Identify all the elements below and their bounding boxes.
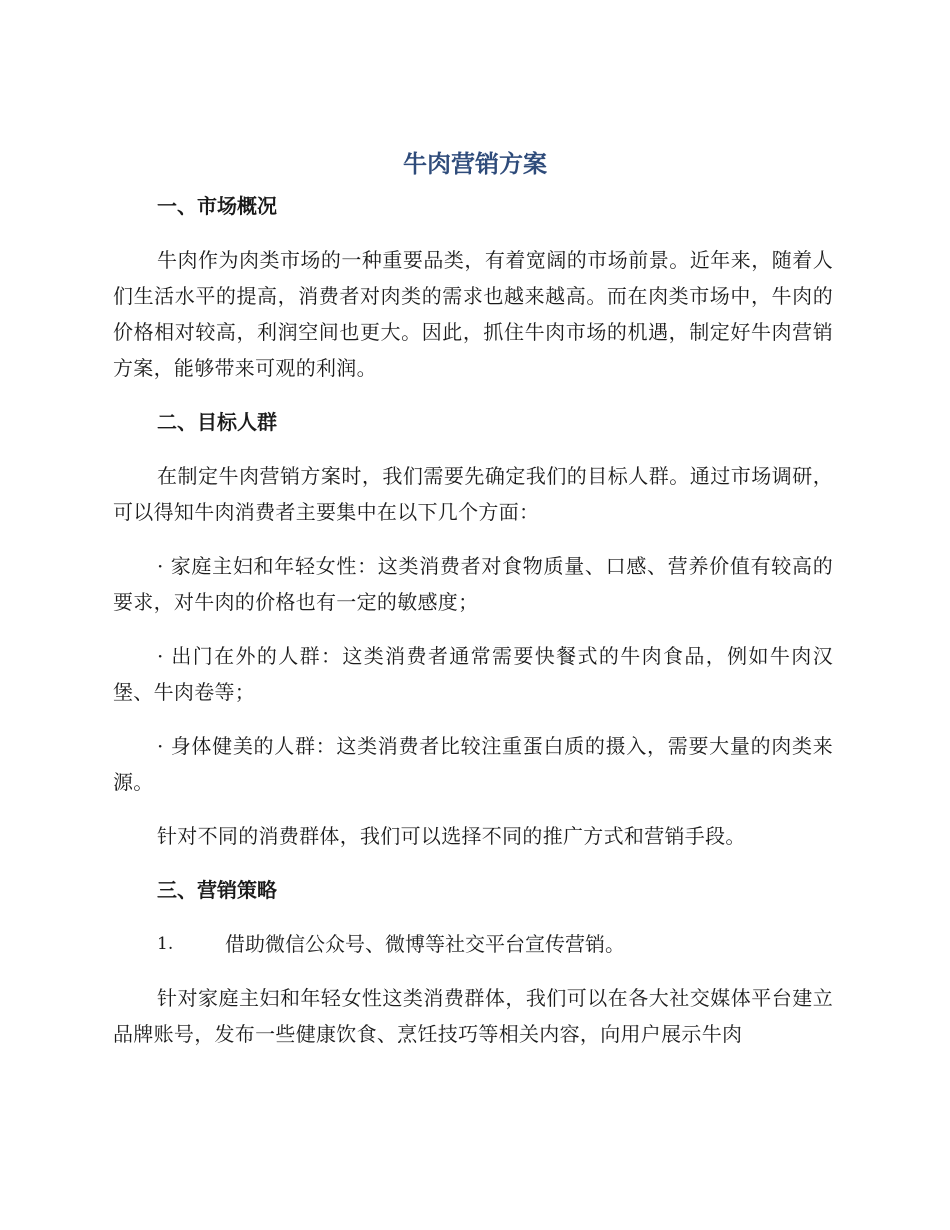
numbered-item-text: 借助微信公众号、微博等社交平台宣传营销。 — [225, 932, 625, 956]
paragraph-target-intro: 在制定牛肉营销方案时，我们需要先确定我们的目标人群。通过市场调研，可以得知牛肉消费者主要集中在以下几个方面： — [113, 464, 833, 524]
paragraph-target-outro: 针对不同的消费群体，我们可以选择不同的推广方式和营销手段。 — [157, 824, 746, 848]
numbered-item-social-media — [113, 926, 833, 962]
section-heading-target: 二、目标人群 — [157, 410, 277, 434]
paragraph-strategy-social: 针对家庭主妇和年轻女性这类消费群体，我们可以在各大社交媒体平台建立品牌账号，发布一些健康饮食、烹饪技巧等相关内容，向用户展示牛肉 — [113, 986, 833, 1046]
bullet-item-fitness: · 身体健美的人群：这类消费者比较注重蛋白质的摄入，需要大量的肉类来源。 — [113, 734, 833, 794]
document-body — [113, 188, 833, 1052]
list-number: 1. — [157, 934, 174, 954]
bullet-item-housewives: · 家庭主妇和年轻女性：这类消费者对食物质量、口感、营养价值有较高的要求，对牛肉的价格也有一定的敏感度； — [113, 554, 833, 614]
paragraph-market-overview: 牛肉作为肉类市场的一种重要品类，有着宽阔的市场前景。近年来，随着人们生活水平的提高，消费者对肉类的需求也越来越高。而在肉类市场中，牛肉的价格相对较高，利润空间也更大。因此，抓住牛肉市场的机遇，制定好牛肉营销方案，能够带来可观的利润。 — [113, 248, 833, 380]
section-heading-strategy: 三、营销策略 — [157, 878, 277, 902]
section-heading-market: 一、市场概况 — [157, 194, 277, 218]
bullet-item-travelers: · 出门在外的人群：这类消费者通常需要快餐式的牛肉食品，例如牛肉汉堡、牛肉卷等； — [113, 644, 833, 704]
document-title: 牛肉营销方案 — [403, 150, 547, 178]
